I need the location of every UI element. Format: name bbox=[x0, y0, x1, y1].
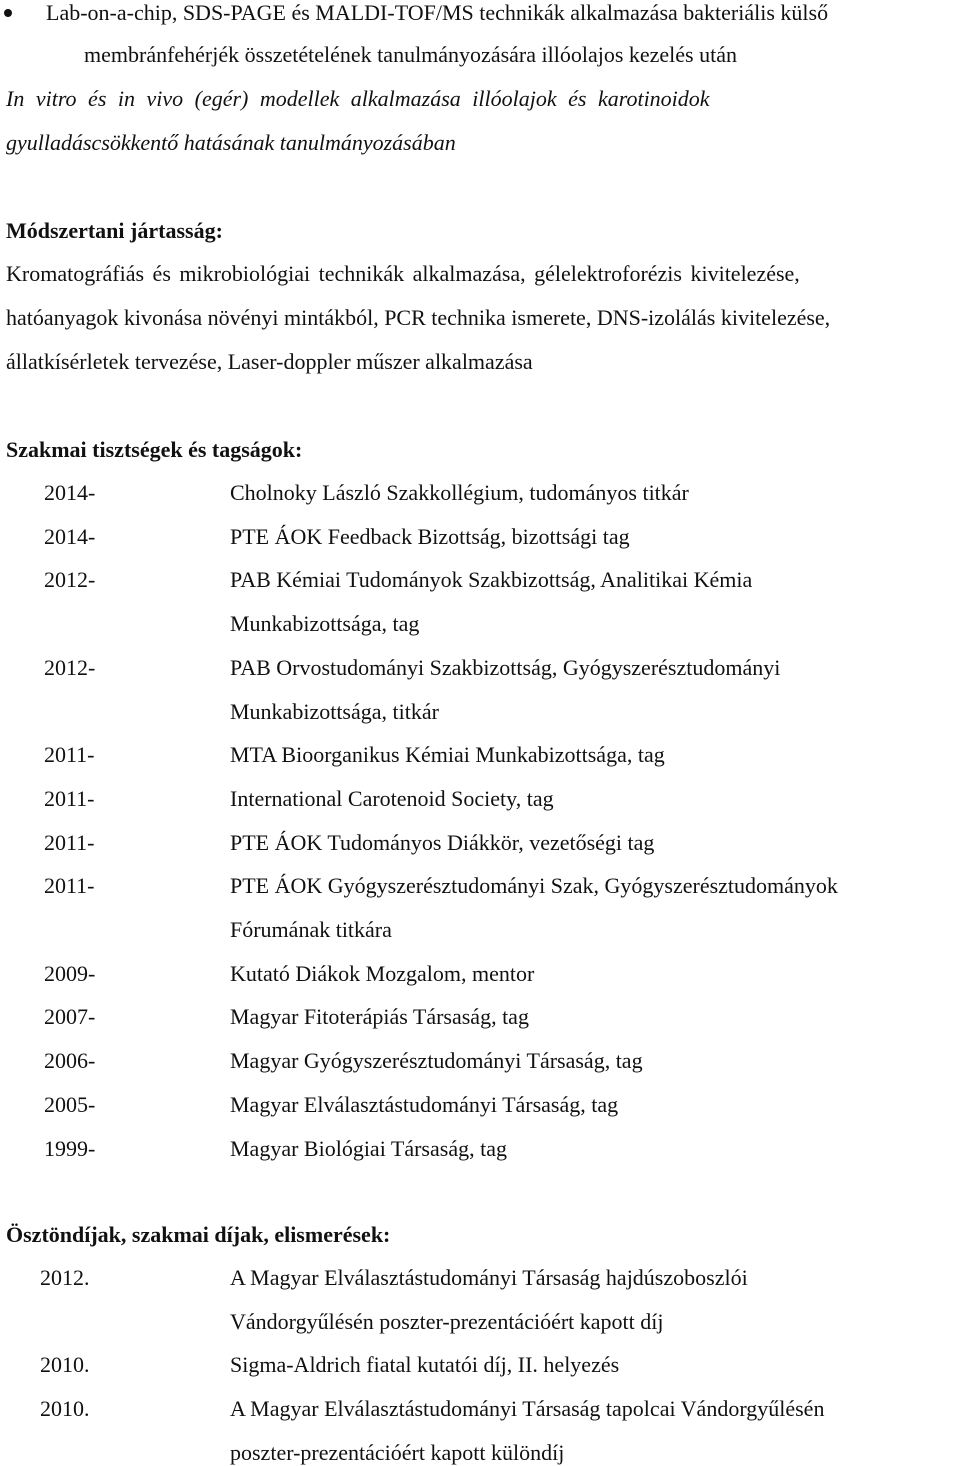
membership-year: 2014- bbox=[44, 523, 96, 549]
membership-year: 2005- bbox=[44, 1091, 96, 1117]
award-description: Sigma-Aldrich fiatal kutatói díj, II. helyezés bbox=[230, 1352, 620, 1378]
award-year: 2010. bbox=[40, 1396, 90, 1422]
award-description: Vándorgyűlésén poszter-prezentációért kapott díj bbox=[230, 1308, 664, 1334]
membership-description: PAB Orvostudományi Szakbizottság, Gyógyszerésztudományi bbox=[230, 654, 781, 680]
memberships-heading: Szakmai tisztségek és tagságok: bbox=[6, 437, 303, 462]
membership-description: PTE ÁOK Gyógyszerésztudományi Szak, Gyógyszerésztudományok bbox=[230, 873, 838, 899]
award-description: A Magyar Elválasztástudományi Társaság tapolcai Vándorgyűlésén bbox=[230, 1396, 825, 1422]
membership-description: Magyar Gyógyszerésztudományi Társaság, tag bbox=[230, 1048, 643, 1074]
italic-text-line-1: In vitro és in vivo (egér) modellek alkalmazása illóolajok és karotinoidok bbox=[6, 86, 710, 111]
membership-description: International Carotenoid Society, tag bbox=[230, 785, 554, 811]
membership-description: MTA Bioorganikus Kémiai Munkabizottsága, tag bbox=[230, 742, 665, 768]
membership-year: 2012- bbox=[44, 654, 96, 680]
methods-line-3: állatkísérletek tervezése, Laser-doppler műszer alkalmazása bbox=[6, 349, 533, 374]
membership-year: 2011- bbox=[44, 785, 95, 811]
membership-description: PTE ÁOK Tudományos Diákkör, vezetőségi tag bbox=[230, 829, 655, 855]
award-description: A Magyar Elválasztástudományi Társaság hajdúszoboszlói bbox=[230, 1265, 748, 1290]
bullet-text-line-2: membránfehérjék összetételének tanulmányozására illóolajos kezelés után bbox=[84, 42, 737, 67]
membership-year: 2009- bbox=[44, 960, 96, 986]
methods-line-2: hatóanyagok kivonása növényi mintákból, PCR technika ismerete, DNS-izolálás kivitelezése, bbox=[6, 305, 831, 330]
award-year: 2012. bbox=[40, 1265, 90, 1290]
methods-line-1: Kromatográfiás és mikrobiológiai technikák alkalmazása, gélelektroforézis kivitelezése, bbox=[6, 261, 800, 286]
membership-description: Munkabizottsága, titkár bbox=[230, 698, 439, 724]
membership-description: Magyar Fitoterápiás Társaság, tag bbox=[230, 1004, 529, 1030]
membership-description: PAB Kémiai Tudományok Szakbizottság, Analitikai Kémia bbox=[230, 567, 753, 593]
membership-description: Munkabizottsága, tag bbox=[230, 611, 420, 637]
membership-description: Kutató Diákok Mozgalom, mentor bbox=[230, 960, 535, 986]
membership-year: 2011- bbox=[44, 873, 95, 899]
membership-year: 2007- bbox=[44, 1004, 96, 1030]
membership-year: 2011- bbox=[44, 829, 95, 855]
membership-description: PTE ÁOK Feedback Bizottság, bizottsági tag bbox=[230, 523, 630, 549]
membership-year: 2012- bbox=[44, 567, 96, 593]
award-description: poszter-prezentációért kapott különdíj bbox=[230, 1439, 565, 1465]
membership-description: Magyar Elválasztástudományi Társaság, tag bbox=[230, 1091, 619, 1117]
membership-year: 2006- bbox=[44, 1048, 96, 1074]
bullet-icon bbox=[4, 9, 12, 17]
membership-year: 1999- bbox=[44, 1135, 96, 1161]
membership-year: 2011- bbox=[44, 742, 95, 768]
award-year: 2010. bbox=[40, 1352, 90, 1378]
membership-year: 2014- bbox=[44, 480, 96, 505]
awards-heading: Ösztöndíjak, szakmai díjak, elismerések: bbox=[6, 1222, 391, 1247]
italic-text-line-2: gyulladáscsökkentő hatásának tanulmányozásában bbox=[6, 130, 456, 155]
membership-description: Fórumának titkára bbox=[230, 917, 392, 942]
membership-description: Magyar Biológiai Társaság, tag bbox=[230, 1135, 507, 1161]
membership-description: Cholnoky László Szakkollégium, tudományos titkár bbox=[230, 480, 689, 505]
methods-heading: Módszertani jártasság: bbox=[6, 218, 223, 243]
bullet-text-line-1: Lab-on-a-chip, SDS-PAGE és MALDI-TOF/MS technikák alkalmazása bakteriális külső bbox=[46, 0, 829, 25]
